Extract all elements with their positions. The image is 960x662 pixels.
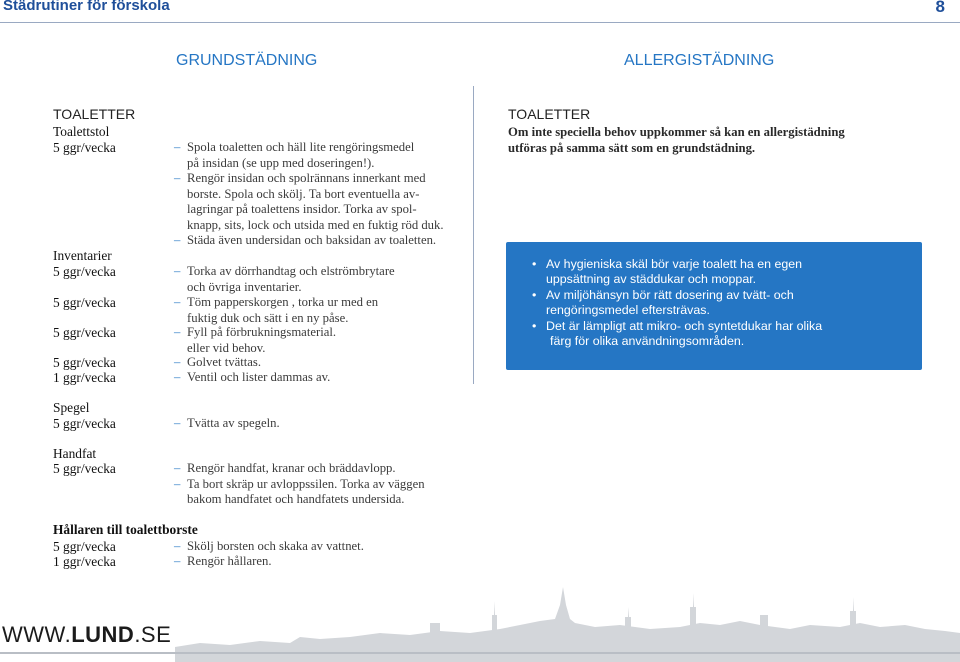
toalettstol-instructions [174, 140, 477, 249]
toalettstol-label: Toalettstol [53, 124, 110, 139]
dash-marker: – [174, 264, 181, 278]
instruction-line: Rengör insidan och spolrännans innerkant med [187, 171, 426, 185]
dash-marker: – [174, 370, 181, 384]
allergy-intro [508, 125, 845, 156]
tip-item [532, 257, 803, 287]
task-line: Ta bort skräp ur avloppssilen. Torka av väggen [187, 476, 425, 491]
task-line: och övriga inventarier. [187, 279, 302, 294]
bullet-icon: • [532, 319, 537, 333]
inventarier-task [174, 264, 395, 295]
dash-marker: – [174, 539, 181, 553]
inventarier-frequency: 5 ggr/vecka [53, 295, 116, 310]
dash-marker: – [174, 233, 181, 247]
dash-marker: – [174, 416, 181, 430]
page-header [0, 0, 960, 22]
handfat-label: Handfat [53, 446, 97, 461]
right-toaletter-heading: TOALETTER [508, 106, 591, 122]
task-line: Töm papperskorgen , torka ur med en [187, 295, 379, 309]
spegel-task [174, 416, 280, 432]
task-line-group [174, 476, 425, 493]
task-line: Skölj borsten och skaka av vattnet. [187, 539, 364, 553]
inventarier-task [174, 370, 331, 386]
task-line: Ventil och lister dammas av. [187, 370, 331, 384]
intro-line: Om inte speciella behov uppkommer så kan en allergistädning [508, 125, 845, 139]
url-suffix: .SE [134, 622, 172, 647]
left-toaletter-heading: TOALETTER [53, 106, 136, 122]
dash-marker: – [174, 554, 181, 568]
task-line: Fyll på förbrukningsmaterial. [187, 325, 337, 339]
tips-box [506, 242, 922, 370]
hallaren-frequency: 5 ggr/vecka [53, 539, 116, 554]
hallaren-frequency: 1 ggr/vecka [53, 554, 116, 569]
footer-website[interactable] [2, 622, 171, 648]
inventarier-frequency: 5 ggr/vecka [53, 264, 116, 279]
instruction-line: borste. Spola och skölj. Ta bort eventuella av- [187, 186, 420, 201]
spegel-frequency: 5 ggr/vecka [53, 416, 116, 431]
inventarier-frequency: 1 ggr/vecka [53, 370, 116, 385]
instruction-line: lagringar på toalettens insidor. Torka av spol- [187, 202, 417, 216]
tip-item [532, 288, 794, 318]
hallaren-label: Hållaren till toalettborste [53, 522, 198, 537]
task-line: Tvätta av spegeln. [187, 416, 280, 430]
dash-marker: – [174, 140, 181, 154]
url-prefix: WWW. [2, 622, 72, 647]
toalettstol-frequency: 5 ggr/vecka [53, 140, 116, 155]
dash-marker: – [174, 295, 181, 309]
inventarier-task [174, 355, 261, 371]
dash-marker: – [174, 355, 181, 369]
task-line: eller vid behov. [187, 340, 266, 355]
handfat-task [174, 461, 425, 508]
inventarier-task [174, 325, 337, 356]
instruction-line-group [174, 171, 477, 187]
dash-marker: – [174, 476, 181, 491]
section-heading-grundstadning: GRUNDSTÄDNING [176, 52, 318, 69]
dash-marker: – [174, 325, 181, 339]
dash-marker: – [174, 461, 181, 475]
task-line: Torka av dörrhandtag och elströmbrytare [187, 264, 395, 278]
bullet-icon: • [532, 288, 537, 302]
page-number: 8 [935, 0, 945, 16]
handfat-frequency: 5 ggr/vecka [53, 461, 116, 476]
hallaren-task [174, 539, 364, 555]
task-line: fuktig duk och sätt i en ny påse. [187, 310, 349, 325]
dash-marker: – [174, 171, 181, 185]
intro-line: utföras på samma sätt som en grundstädning. [508, 140, 756, 155]
task-line: Rengör handfat, kranar och bräddavlopp. [187, 461, 396, 475]
bullet-icon: • [532, 257, 537, 271]
inventarier-frequency: 5 ggr/vecka [53, 355, 116, 370]
tip-item [532, 319, 823, 349]
task-line: bakom handfatet och handfatets undersida. [187, 492, 405, 506]
tip-line: Det är lämpligt att mikro- och syntetdukar har olika [546, 319, 823, 333]
document-title: Städrutiner för förskola [3, 0, 170, 14]
instruction-line: på insidan (se upp med doseringen!). [187, 155, 375, 170]
tip-line: rengöringsmedel eftersträvas. [546, 303, 710, 317]
inventarier-label: Inventarier [53, 248, 112, 263]
tip-line: uppsättning av städdukar och moppar. [546, 272, 757, 286]
instruction-line: knapp, sits, lock och utsida med en fuktig röd duk. [187, 217, 444, 232]
hallaren-task [174, 554, 272, 570]
spegel-label: Spegel [53, 400, 90, 415]
section-heading-allergistadning: ALLERGISTÄDNING [624, 52, 775, 69]
task-line: Golvet tvättas. [187, 355, 261, 369]
instruction-line: Städa även undersidan och baksidan av toaletten. [187, 233, 437, 247]
inventarier-frequency: 5 ggr/vecka [53, 325, 116, 340]
inventarier-task [174, 295, 379, 326]
tip-line: Av miljöhänsyn bör rätt dosering av tvätt- och [546, 288, 794, 302]
header-rule [0, 22, 960, 23]
instruction-line: Spola toaletten och häll lite rengöringsmedel [187, 140, 415, 154]
url-brand: LUND [71, 622, 135, 647]
task-line: Rengör hållaren. [187, 554, 272, 568]
instruction-line-group [174, 233, 477, 249]
tip-line: Av hygieniska skäl bör varje toalett ha en egen [546, 257, 803, 271]
tip-line: färg för olika användningsområden. [550, 334, 745, 348]
